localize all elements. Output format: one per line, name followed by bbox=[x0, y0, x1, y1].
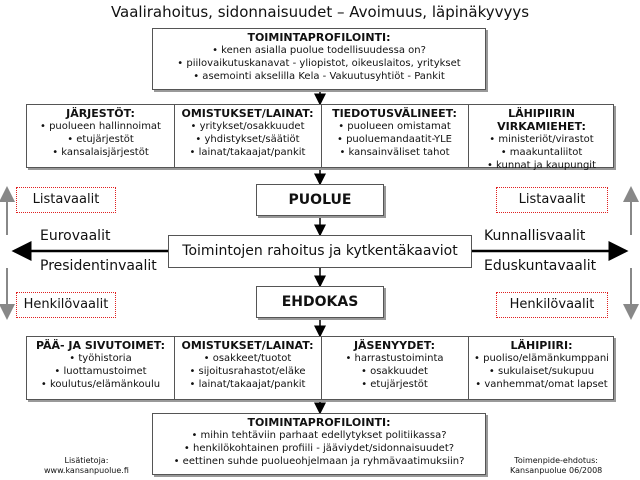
column-line: • etujärjestöt bbox=[361, 379, 428, 390]
footer-right bbox=[510, 456, 602, 476]
footer-left-label: Lisätietoja: bbox=[64, 456, 109, 465]
bottom-profiling-line: • henkilökohtainen profiili - jääviydet/sidonnaisuudet? bbox=[183, 443, 455, 454]
column-title: OMISTUKSET/LAINAT: bbox=[181, 339, 314, 352]
bottom-profiling-line: • eettinen suhde puolueohjelmaan ja ryhmävaatimuksiin? bbox=[173, 456, 465, 467]
right-eduskuntavaalit-label: Eduskuntavaalit bbox=[484, 258, 597, 274]
column-omistukset-lainat bbox=[174, 337, 321, 399]
column-line: • harrastustoiminta bbox=[345, 353, 444, 364]
column-jasenyydet bbox=[321, 337, 468, 399]
center-label-box: Toimintojen rahoitus ja kytkentäkaaviot bbox=[168, 235, 472, 268]
puolue-box: PUOLUE bbox=[256, 184, 384, 216]
top-profiling-title: TOIMINTAPROFILOINTI: bbox=[247, 31, 391, 44]
column-title: JÄRJESTÖT: bbox=[66, 107, 135, 120]
column-lahipiiri bbox=[468, 337, 615, 399]
column-line: • vanhemmat/omat lapset bbox=[475, 379, 608, 390]
column-line: • sukulaiset/sukupuu bbox=[488, 366, 595, 377]
right-henkilovaalit-box: Henkilövaalit bbox=[496, 292, 608, 318]
column-line: • lainat/takaajat/pankit bbox=[189, 147, 306, 158]
footer-right-source: Kansanpuolue 06/2008 bbox=[510, 466, 603, 475]
left-listavaalit-box: Listavaalit bbox=[16, 187, 116, 213]
footer-left bbox=[44, 456, 129, 476]
top-profiling-line: • kenen asialla puolue todellisuudessa on? bbox=[212, 45, 426, 56]
bottom-profiling-line: • mihin tehtäviin parhaat edellytykset politiikassa? bbox=[191, 430, 447, 441]
ehdokas-box: EHDOKAS bbox=[256, 286, 384, 318]
column-title: JÄSENYYDET: bbox=[353, 339, 436, 352]
column-line: • puoluemandaatit-YLE bbox=[337, 134, 452, 145]
footer-left-link[interactable]: www.kansanpuolue.fi bbox=[44, 466, 129, 475]
column-paa-ja-sivutoimet bbox=[27, 337, 174, 399]
column-virkamiehet bbox=[468, 105, 615, 171]
top-profiling-line: • piilovaikutuskanavat - yliopistot, oikeuslaitos, yritykset bbox=[177, 58, 461, 69]
column-line: • kunnat ja kaupungit bbox=[486, 160, 597, 171]
column-omistukset bbox=[174, 105, 321, 167]
column-line: • etujärjestöt bbox=[67, 134, 134, 145]
column-title: PÄÄ- JA SIVUTOIMET: bbox=[35, 339, 166, 352]
column-line: • kansalaisjärjestöt bbox=[52, 147, 149, 158]
bottom-profiling-title: TOIMINTAPROFILOINTI: bbox=[247, 416, 391, 429]
column-line: • lainat/takaajat/pankit bbox=[189, 379, 306, 390]
column-title: LÄHIPIIRIN VIRKAMIEHET: bbox=[497, 107, 586, 133]
column-title: TIEDOTUSVÄLINEET: bbox=[332, 107, 457, 120]
column-line: • koulutus/elämänkoulu bbox=[40, 379, 161, 390]
column-line: • kansainväliset tahot bbox=[339, 147, 450, 158]
column-line: • luottamustoimet bbox=[54, 366, 147, 377]
column-line: • maakuntaliitot bbox=[500, 147, 583, 158]
column-line: • osakkuudet bbox=[361, 366, 428, 377]
left-henkilovaalit-box: Henkilövaalit bbox=[16, 292, 116, 318]
right-kunnallisvaalit-label: Kunnallisvaalit bbox=[484, 228, 586, 244]
column-line: • puoliso/elämänkumppani bbox=[474, 353, 609, 364]
bottom-profiling-box bbox=[152, 413, 486, 475]
top-profiling-box bbox=[152, 28, 486, 90]
column-line: • yritykset/osakkuudet bbox=[190, 121, 305, 132]
column-line: • puolueen omistamat bbox=[338, 121, 451, 132]
column-line: • työhistoria bbox=[69, 353, 132, 364]
column-line: • yhdistykset/säätiöt bbox=[195, 134, 300, 145]
left-eurovaalit-label: Eurovaalit bbox=[40, 228, 111, 244]
column-tiedotusvalineet bbox=[321, 105, 468, 167]
column-jarjestot bbox=[27, 105, 174, 167]
top-profiling-line: • asemointi akselilla Kela - Vakuutusyhtiöt - Pankit bbox=[193, 71, 445, 82]
footer-right-label: Toimenpide-ehdotus: bbox=[514, 456, 598, 465]
page-title: Vaalirahoitus, sidonnaisuudet – Avoimuus, läpinäkyvyys bbox=[110, 3, 530, 21]
column-line: • sijoitusrahastot/eläke bbox=[189, 366, 306, 377]
right-listavaalit-box: Listavaalit bbox=[496, 187, 608, 213]
column-line: • ministeriöt/virastot bbox=[489, 134, 594, 145]
column-title: OMISTUKSET/LAINAT: bbox=[181, 107, 314, 120]
column-line: • osakkeet/tuotot bbox=[203, 353, 292, 364]
column-line: • puolueen hallinnoimat bbox=[40, 121, 161, 132]
candidate-connections-box bbox=[26, 336, 614, 400]
party-connections-box bbox=[26, 104, 614, 171]
left-presidentinvaalit-label: Presidentinvaalit bbox=[40, 258, 157, 274]
column-title: LÄHIPIIRI: bbox=[510, 339, 573, 352]
